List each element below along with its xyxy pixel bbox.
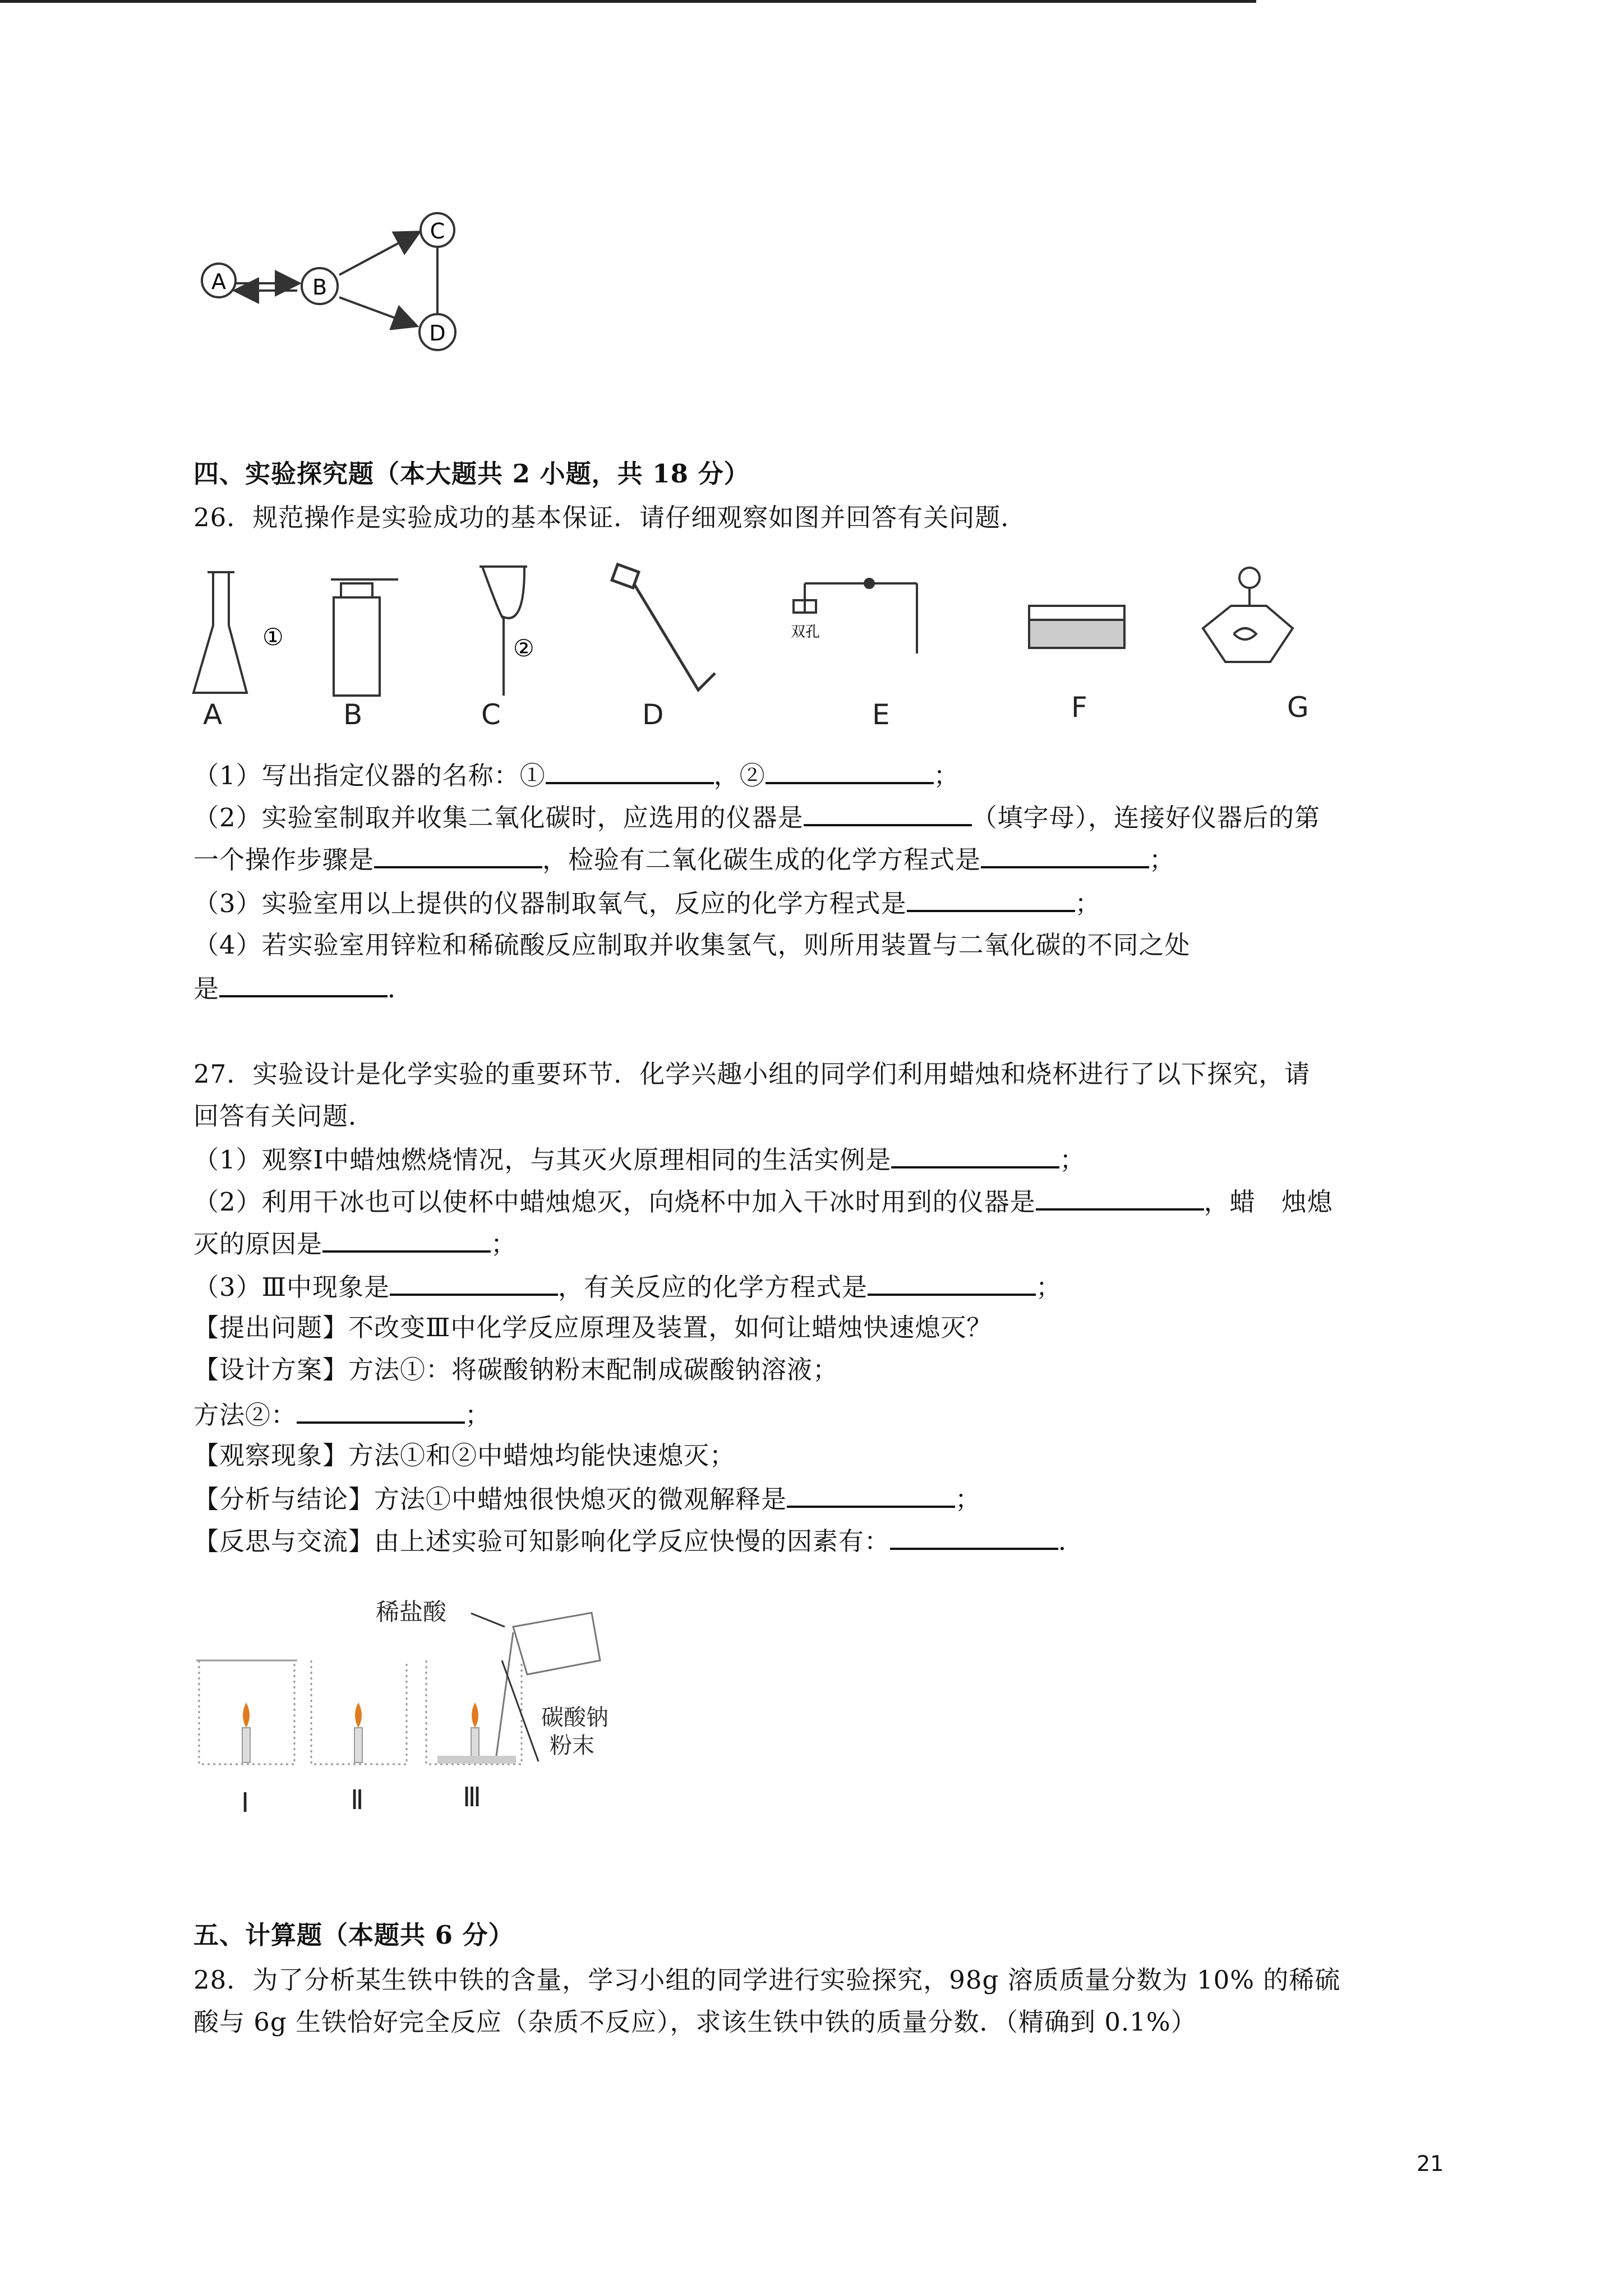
- answer-blank[interactable]: [891, 1142, 1059, 1168]
- long-neck-funnel-icon: [479, 567, 527, 696]
- label-e: E: [872, 698, 890, 731]
- svg-text:稀盐酸: 稀盐酸: [376, 1598, 447, 1626]
- answer-blank[interactable]: [787, 1481, 955, 1508]
- node-d: [419, 314, 455, 350]
- q26-part4-line2: 是 ．: [193, 970, 413, 1006]
- label-a: A: [203, 698, 223, 731]
- svg-text:①: ①: [262, 623, 284, 651]
- candle-icon: [471, 1703, 479, 1763]
- q28-line2: 酸与 6g 生铁恰好完全反应（杂质不反应），求该生铁中铁的质量分数．（精确到 0.1%）: [193, 2007, 1197, 2037]
- q26-stem: 26．规范操作是实验成功的基本保证．请仔细观察如图并回答有关问题．: [193, 503, 1027, 532]
- answer-blank[interactable]: [297, 1397, 465, 1424]
- gas-jar-icon: [331, 579, 398, 696]
- conical-flask-icon: [193, 572, 247, 693]
- alcohol-lamp-icon: [1203, 568, 1293, 662]
- q26-part3: （3）实验室用以上提供的仪器制取氧气，反应的化学方程式是 ；: [193, 885, 1101, 921]
- section5-title: 五、计算题（本题共 6 分）: [193, 1920, 514, 1950]
- answer-blank[interactable]: [981, 841, 1149, 868]
- svg-text:双孔: 双孔: [791, 624, 820, 641]
- label-f: F: [1071, 691, 1087, 724]
- svg-text:Ⅱ: Ⅱ: [351, 1784, 364, 1816]
- svg-text:Ⅰ: Ⅰ: [241, 1787, 250, 1819]
- svg-text:B: B: [312, 275, 328, 300]
- q27-part2-line2: 灭的原因是 ；: [193, 1226, 517, 1261]
- q27-question: 【提出问题】不改变Ⅲ中化学反应原理及装置，如何让蜡烛快速熄灭？: [193, 1313, 993, 1342]
- double-hole-stopper-icon: [794, 579, 917, 654]
- label-b: B: [343, 698, 363, 731]
- answer-blank[interactable]: [390, 1269, 558, 1296]
- q27-part2-line1: （2）利用干冰也可以使杯中蜡烛熄灭，向烧杯中加入干冰时用到的仪器是 ，蜡 烛熄: [193, 1184, 1333, 1219]
- q27-candle-figure: [191, 1593, 639, 1829]
- svg-text:C: C: [430, 219, 445, 243]
- q26-part2-line2: 一个操作步骤是 ，检验有二氧化碳生成的化学方程式是 ；: [193, 841, 1175, 877]
- label-g: G: [1287, 691, 1309, 724]
- answer-blank[interactable]: [546, 757, 714, 784]
- q27-stem-line1: 27．实验设计是化学实验的重要环节．化学兴趣小组的同学们利用蜡烛和烧杯进行了以下探究，请: [193, 1059, 1311, 1089]
- stopper-bent-tube-icon: [612, 564, 715, 690]
- q27-stem-line2: 回答有关问题．: [193, 1101, 375, 1131]
- q27-design-2: 方法②： ；: [193, 1397, 491, 1432]
- section4-title: 四、实验探究题（本大题共 2 小题，共 18 分）: [193, 459, 750, 489]
- relation-diagram: [191, 208, 482, 359]
- q27-part1: （1）观察Ⅰ中蜡烛燃烧情况，与其灭火原理相同的生活实例是 ；: [193, 1142, 1085, 1177]
- svg-text:粉末: 粉末: [550, 1733, 594, 1759]
- q27-part3: （3）Ⅲ中现象是 ，有关反应的化学方程式是 ；: [193, 1269, 1062, 1304]
- q26-apparatus-figure: [191, 561, 1340, 740]
- answer-blank[interactable]: [868, 1269, 1036, 1296]
- answer-blank[interactable]: [804, 799, 972, 826]
- svg-text:②: ②: [513, 634, 534, 662]
- label-d: D: [642, 698, 664, 731]
- sodium-carbonate-powder: [437, 1756, 516, 1764]
- answer-blank[interactable]: [322, 1226, 491, 1253]
- q27-design-1: 【设计方案】方法①：将碳酸钠粉末配制成碳酸钠溶液；: [193, 1355, 839, 1384]
- answer-blank[interactable]: [907, 885, 1075, 912]
- svg-text:A: A: [211, 269, 226, 294]
- q26-part2-line1: （2）实验室制取并收集二氧化碳时，应选用的仪器是 （填字母），连接好仪器后的第: [193, 799, 1320, 835]
- node-b: [302, 268, 338, 304]
- header-rule: [0, 0, 1256, 3]
- node-a: [202, 264, 236, 297]
- answer-blank[interactable]: [766, 757, 934, 784]
- answer-blank[interactable]: [890, 1523, 1058, 1550]
- candle-icon: [242, 1703, 250, 1763]
- q27-reflection: 【反思与交流】由上述实验可知影响化学反应快慢的因素有： ．: [193, 1523, 1084, 1558]
- q26-part4-line1: （4）若实验室用锌粒和稀硫酸反应制取并收集氢气，则所用装置与二氧化碳的不同之处: [193, 930, 1191, 960]
- svg-text:D: D: [429, 321, 446, 346]
- answer-blank[interactable]: [219, 970, 388, 997]
- node-c: [421, 213, 454, 247]
- answer-blank[interactable]: [374, 841, 542, 868]
- label-c: C: [481, 698, 501, 731]
- svg-text:碳酸钠: 碳酸钠: [541, 1705, 608, 1731]
- answer-blank[interactable]: [1036, 1184, 1204, 1211]
- q27-analysis: 【分析与结论】方法①中蜡烛很快熄灭的微观解释是 ；: [193, 1481, 981, 1516]
- candle-icon: [354, 1703, 362, 1763]
- q27-observe: 【观察现象】方法①和②中蜡烛均能快速熄灭；: [193, 1441, 736, 1470]
- water-trough-icon: [1029, 606, 1124, 648]
- page-number: 21: [1417, 2151, 1444, 2176]
- svg-text:Ⅲ: Ⅲ: [463, 1782, 482, 1813]
- q26-part1: （1）写出指定仪器的名称：① ，② ；: [193, 757, 960, 793]
- q28-line1: 28．为了分析某生铁中铁的含量，学习小组的同学进行实验探究，98g 溶质质量分数为 10% 的稀硫: [193, 1965, 1341, 1995]
